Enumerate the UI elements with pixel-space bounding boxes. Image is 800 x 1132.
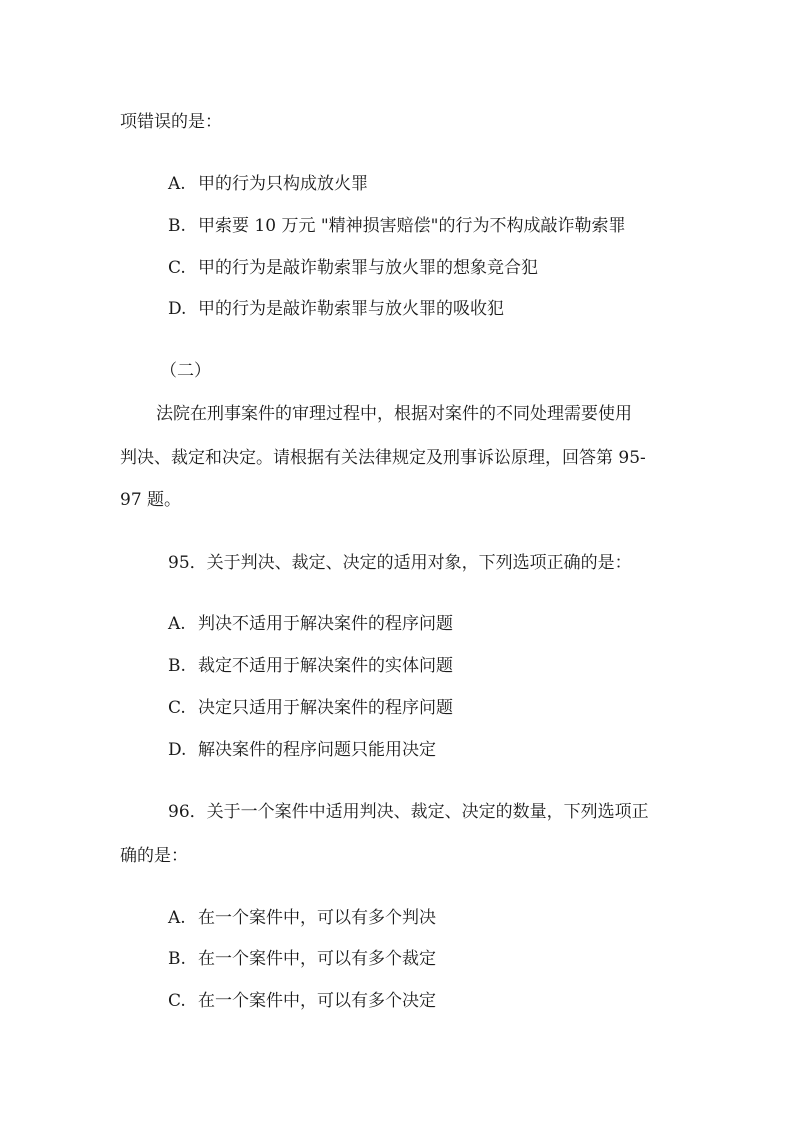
option-text: 甲的行为是敲诈勒索罪与放火罪的想象竞合犯: [198, 258, 538, 278]
option-text: 在一个案件中，可以有多个裁定: [198, 949, 436, 969]
option-text: 裁定不适用于解决案件的实体问题: [198, 656, 453, 676]
option-letter: C.: [168, 991, 186, 1011]
q96-stem-line-2: 确的是：: [120, 846, 188, 866]
option-text: 甲索要 10 万元 "精神损害赔偿"的行为不构成敲诈勒索罪: [198, 216, 626, 236]
option-letter: D.: [168, 299, 187, 319]
q96-stem-line-1: 96．关于一个案件中适用判决、裁定、决定的数量，下列选项正: [168, 802, 649, 822]
option-letter: B.: [168, 216, 186, 236]
q95-option-d: [168, 738, 436, 762]
q96-option-b: [168, 947, 436, 971]
option-text: 在一个案件中，可以有多个决定: [198, 991, 436, 1011]
prev-option-b: [168, 214, 625, 238]
option-text: 在一个案件中，可以有多个判决: [198, 908, 436, 928]
option-letter: B.: [168, 949, 186, 969]
q95-stem: 95．关于判决、裁定、决定的适用对象，下列选项正确的是：: [168, 553, 632, 573]
option-text: 判决不适用于解决案件的程序问题: [198, 614, 453, 634]
option-letter: A.: [168, 908, 186, 928]
q95-option-b: [168, 654, 453, 678]
prev-option-d: [168, 297, 504, 321]
prev-option-c: [168, 256, 538, 280]
q95-option-a: [168, 612, 453, 636]
option-letter: C.: [168, 258, 186, 278]
q95-option-c: [168, 696, 453, 720]
option-letter: D.: [168, 740, 187, 760]
section-intro-line-2: 判决、裁定和决定。请根据有关法律规定及刑事诉讼原理，回答第 95-: [120, 448, 646, 468]
q96-option-c: [168, 989, 436, 1013]
section-heading: （二）: [160, 361, 211, 381]
option-text: 甲的行为是敲诈勒索罪与放火罪的吸收犯: [198, 299, 504, 319]
option-letter: B.: [168, 656, 186, 676]
option-text: 决定只适用于解决案件的程序问题: [198, 698, 453, 718]
option-text: 解决案件的程序问题只能用决定: [198, 740, 436, 760]
q96-option-a: [168, 906, 436, 930]
prev-option-a: [168, 172, 368, 196]
option-letter: C.: [168, 698, 186, 718]
option-letter: A.: [168, 614, 186, 634]
option-text: 甲的行为只构成放火罪: [198, 174, 368, 194]
section-intro-line-1: 法院在刑事案件的审理过程中，根据对案件的不同处理需要使用: [156, 404, 632, 424]
section-intro-line-3: 97 题。: [120, 490, 182, 510]
prev-question-tail: 项错误的是：: [120, 112, 222, 132]
option-letter: A.: [168, 174, 186, 194]
